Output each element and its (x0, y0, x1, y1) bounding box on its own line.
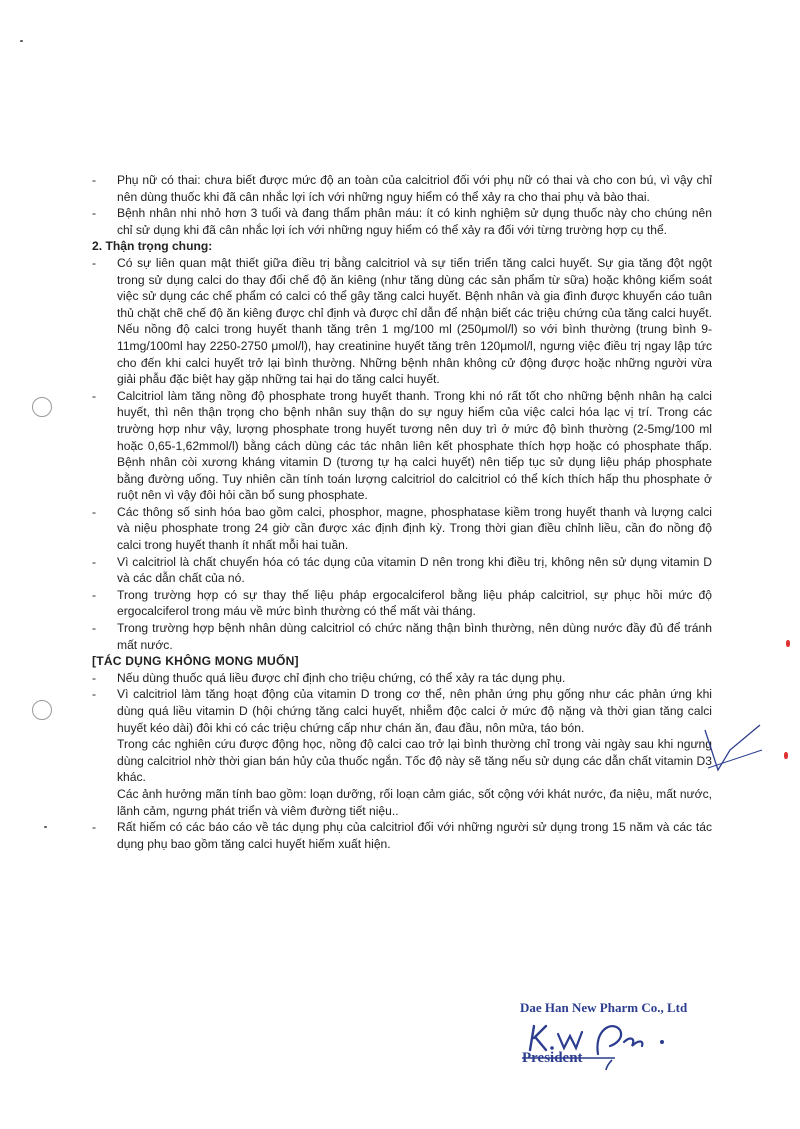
list-item (92, 504, 712, 554)
list-dash: - (92, 587, 97, 602)
speck (44, 826, 47, 828)
margin-mark (784, 752, 788, 759)
list-dash: - (92, 554, 97, 569)
list-item-pregnancy (92, 172, 712, 205)
list-item (92, 670, 712, 687)
list-dash: - (92, 173, 97, 187)
list-item (92, 620, 712, 653)
document-body (92, 172, 712, 852)
list-dash: - (92, 388, 97, 403)
list-item-text: Phụ nữ có thai: chưa biết được mức độ an toàn của calcitriol đối với phụ nữ có thai và cho con bú, vì vậy chỉ nên dùng thuốc khi đã cân nhắc lợi ích với những nguy hiểm có thể xảy ra cho thai phụ và bào thai. (117, 173, 712, 204)
list-dash: - (92, 206, 97, 221)
list-item (92, 255, 712, 388)
handwritten-mark (700, 720, 770, 780)
speck (20, 40, 23, 42)
punch-hole-top (32, 397, 52, 417)
company-name: Dae Han New Pharm Co., Ltd (520, 1000, 688, 1015)
list-dash: - (92, 687, 97, 702)
signatory-title: President (522, 1050, 583, 1066)
list-item-text: Trong trường hợp có sự thay thế liệu pháp ergocalciferol bằng liệu pháp calcitriol, sự phục hồi mức độ ergocalciferol trong máu về mức bình thường có thể mất vài tháng. (117, 587, 712, 619)
adverse-effects-heading: [TÁC DỤNG KHÔNG MONG MUỐN] (92, 654, 299, 669)
list-item-text: Vì calcitriol làm tăng hoạt động của vitamin D trong cơ thể, nên phản ứng phụ gống như các phản ứng khi dùng quá liều vitamin D (hội chứng tăng calci huyết, nhiễm độc calci ở mức độ nặng và thời gian tăng calci huyết kéo dài) đôi khi có các triệu chứng cấp như chán ăn, đau đầu, nôn mửa, táo bón. (117, 687, 712, 735)
list-item-text: Bệnh nhân nhi nhỏ hơn 3 tuổi và đang thẩm phân máu: ít có kinh nghiệm sử dụng thuốc này cho chúng nên chỉ sử dụng khi đã cân nhắc lợi ích với những nguy hiểm có thể xảy ra đối với từng trường hợp cụ thể. (117, 206, 712, 237)
list-dash: - (92, 670, 97, 685)
list-item-text: Calcitriol làm tăng nồng độ phosphate trong huyết thanh. Trong khi nó rất tốt cho những bệnh nhân hạ calci huyết, thì nên thận trọng cho bệnh nhân suy thận do sự nguy hiểm của việc calci hóa lạc vị trí. Trong các trường hợp như vậy, lượng phosphate trong huyết tương nên duy trì ở mức độ bình thường (2-5mg/100 ml hoặc 0,65-1,62mmol/l) bằng cách dùng các tác nhân liên kết phosphate thích hợp hoặc có phosphate thấp. Bệnh nhân còi xương kháng vitamin D (tương tự hạ calci huyết) nên tiếp tục sử dụng liệu pháp phosphate bằng đường uống. Tuy nhiên cần tính toán lượng calcitriol do calcitriol có thể kích thích hấp thu phosphate ở ruột nên vì vậy đôi hỏi cần bổ sung phosphate. (117, 388, 712, 503)
list-item (92, 686, 712, 736)
list-item (92, 388, 712, 504)
list-item-text: Rất hiếm có các báo cáo về tác dụng phụ của calcitriol đối với những người sử dụng trong 15 năm và các tác dụng phụ bao gồm tăng calci huyết hiếm xuất hiện. (117, 820, 712, 851)
list-dash: - (92, 621, 97, 636)
paragraph: Các ảnh hưởng mãn tính bao gồm: loạn dưỡng, rối loạn cảm giác, sốt cộng với khát nước, đa niệu, mất nước, lãnh cảm, ngưng phát triển và viêm đường tiết niệu.. (117, 786, 712, 818)
list-item (92, 554, 712, 587)
punch-hole-bottom (32, 700, 52, 720)
list-item (92, 819, 712, 852)
list-dash: - (92, 255, 97, 270)
list-item-text: Vì calcitriol là chất chuyển hóa có tác dụng của vitamin D nên trong khi điều trị, không nên sử dụng vitamin D và các dẫn chất của nó. (117, 554, 712, 586)
list-item-text: Nếu dùng thuốc quá liều được chỉ định cho triệu chứng, có thể xảy ra tác dụng phụ. (117, 670, 566, 685)
general-precautions-heading: 2. Thận trọng chung: (92, 239, 213, 254)
list-item-text: Trong trường hợp bệnh nhân dùng calcitriol có chức năng thận bình thường, nên dùng nước đầy đủ để tránh mất nước. (117, 621, 712, 652)
signature-block (520, 1000, 760, 1080)
paragraph: Trong các nghiên cứu được động học, nồng độ calci cao trở lại bình thường chỉ trong vài ngày sau khi ngưng dùng calcitriol nhờ thời gian bán hủy của thuốc ngắn. Tốc độ này sẽ tăng nếu sử dụng các dẫn chất vitamin D3 khác. (117, 737, 712, 785)
list-item-text: Có sự liên quan mật thiết giữa điều trị bằng calcitriol và sự tiến triển tăng calci huyết. Sự gia tăng đột ngột trong sử dụng calci do thay đổi chế độ ăn kiêng (như tăng dùng các sản phẩm từ sữa) hoặc không kiểm soát việc sử dụng các chế phẩm có calci có thể gây tăng calci huyết. Bệnh nhân và gia đình được khuyến cáo tuân thủ chặt chẽ chế độ ăn kiêng được chỉ định và được chỉ dẫn để nhận biết các triệu chứng của tăng calci huyết. Nếu nồng độ calci trong huyết thanh tăng trên 1 mg/100 ml (250μmol/l) so với bình thường (trung bình 9-11mg/100ml hay 2250-2750 μmol/l), hay creatinine huyết tăng trên 120μmol/l, ngưng việc điều trị ngay lập tức cho đến khi calci huyết trở lại bình thường. Những bệnh nhân không cử động được hoặc những người vừa giải phẫu đặc biệt hay gặp những tai hại do tăng calci huyết. (117, 255, 712, 387)
margin-mark (786, 640, 790, 647)
list-item-children (92, 205, 712, 238)
list-dash: - (92, 504, 97, 519)
list-item-text: Các thông số sinh hóa bao gồm calci, phosphor, magne, phosphatase kiềm trong huyết thanh và lượng calci và niệu phosphate trong 24 giờ cần được xác định định kỳ. Trong thời gian điều chỉnh liều, cần đo nồng độ calci trong huyết thanh ít nhất mỗi hai tuần. (117, 504, 712, 553)
list-item (92, 587, 712, 620)
list-dash: - (92, 820, 97, 835)
